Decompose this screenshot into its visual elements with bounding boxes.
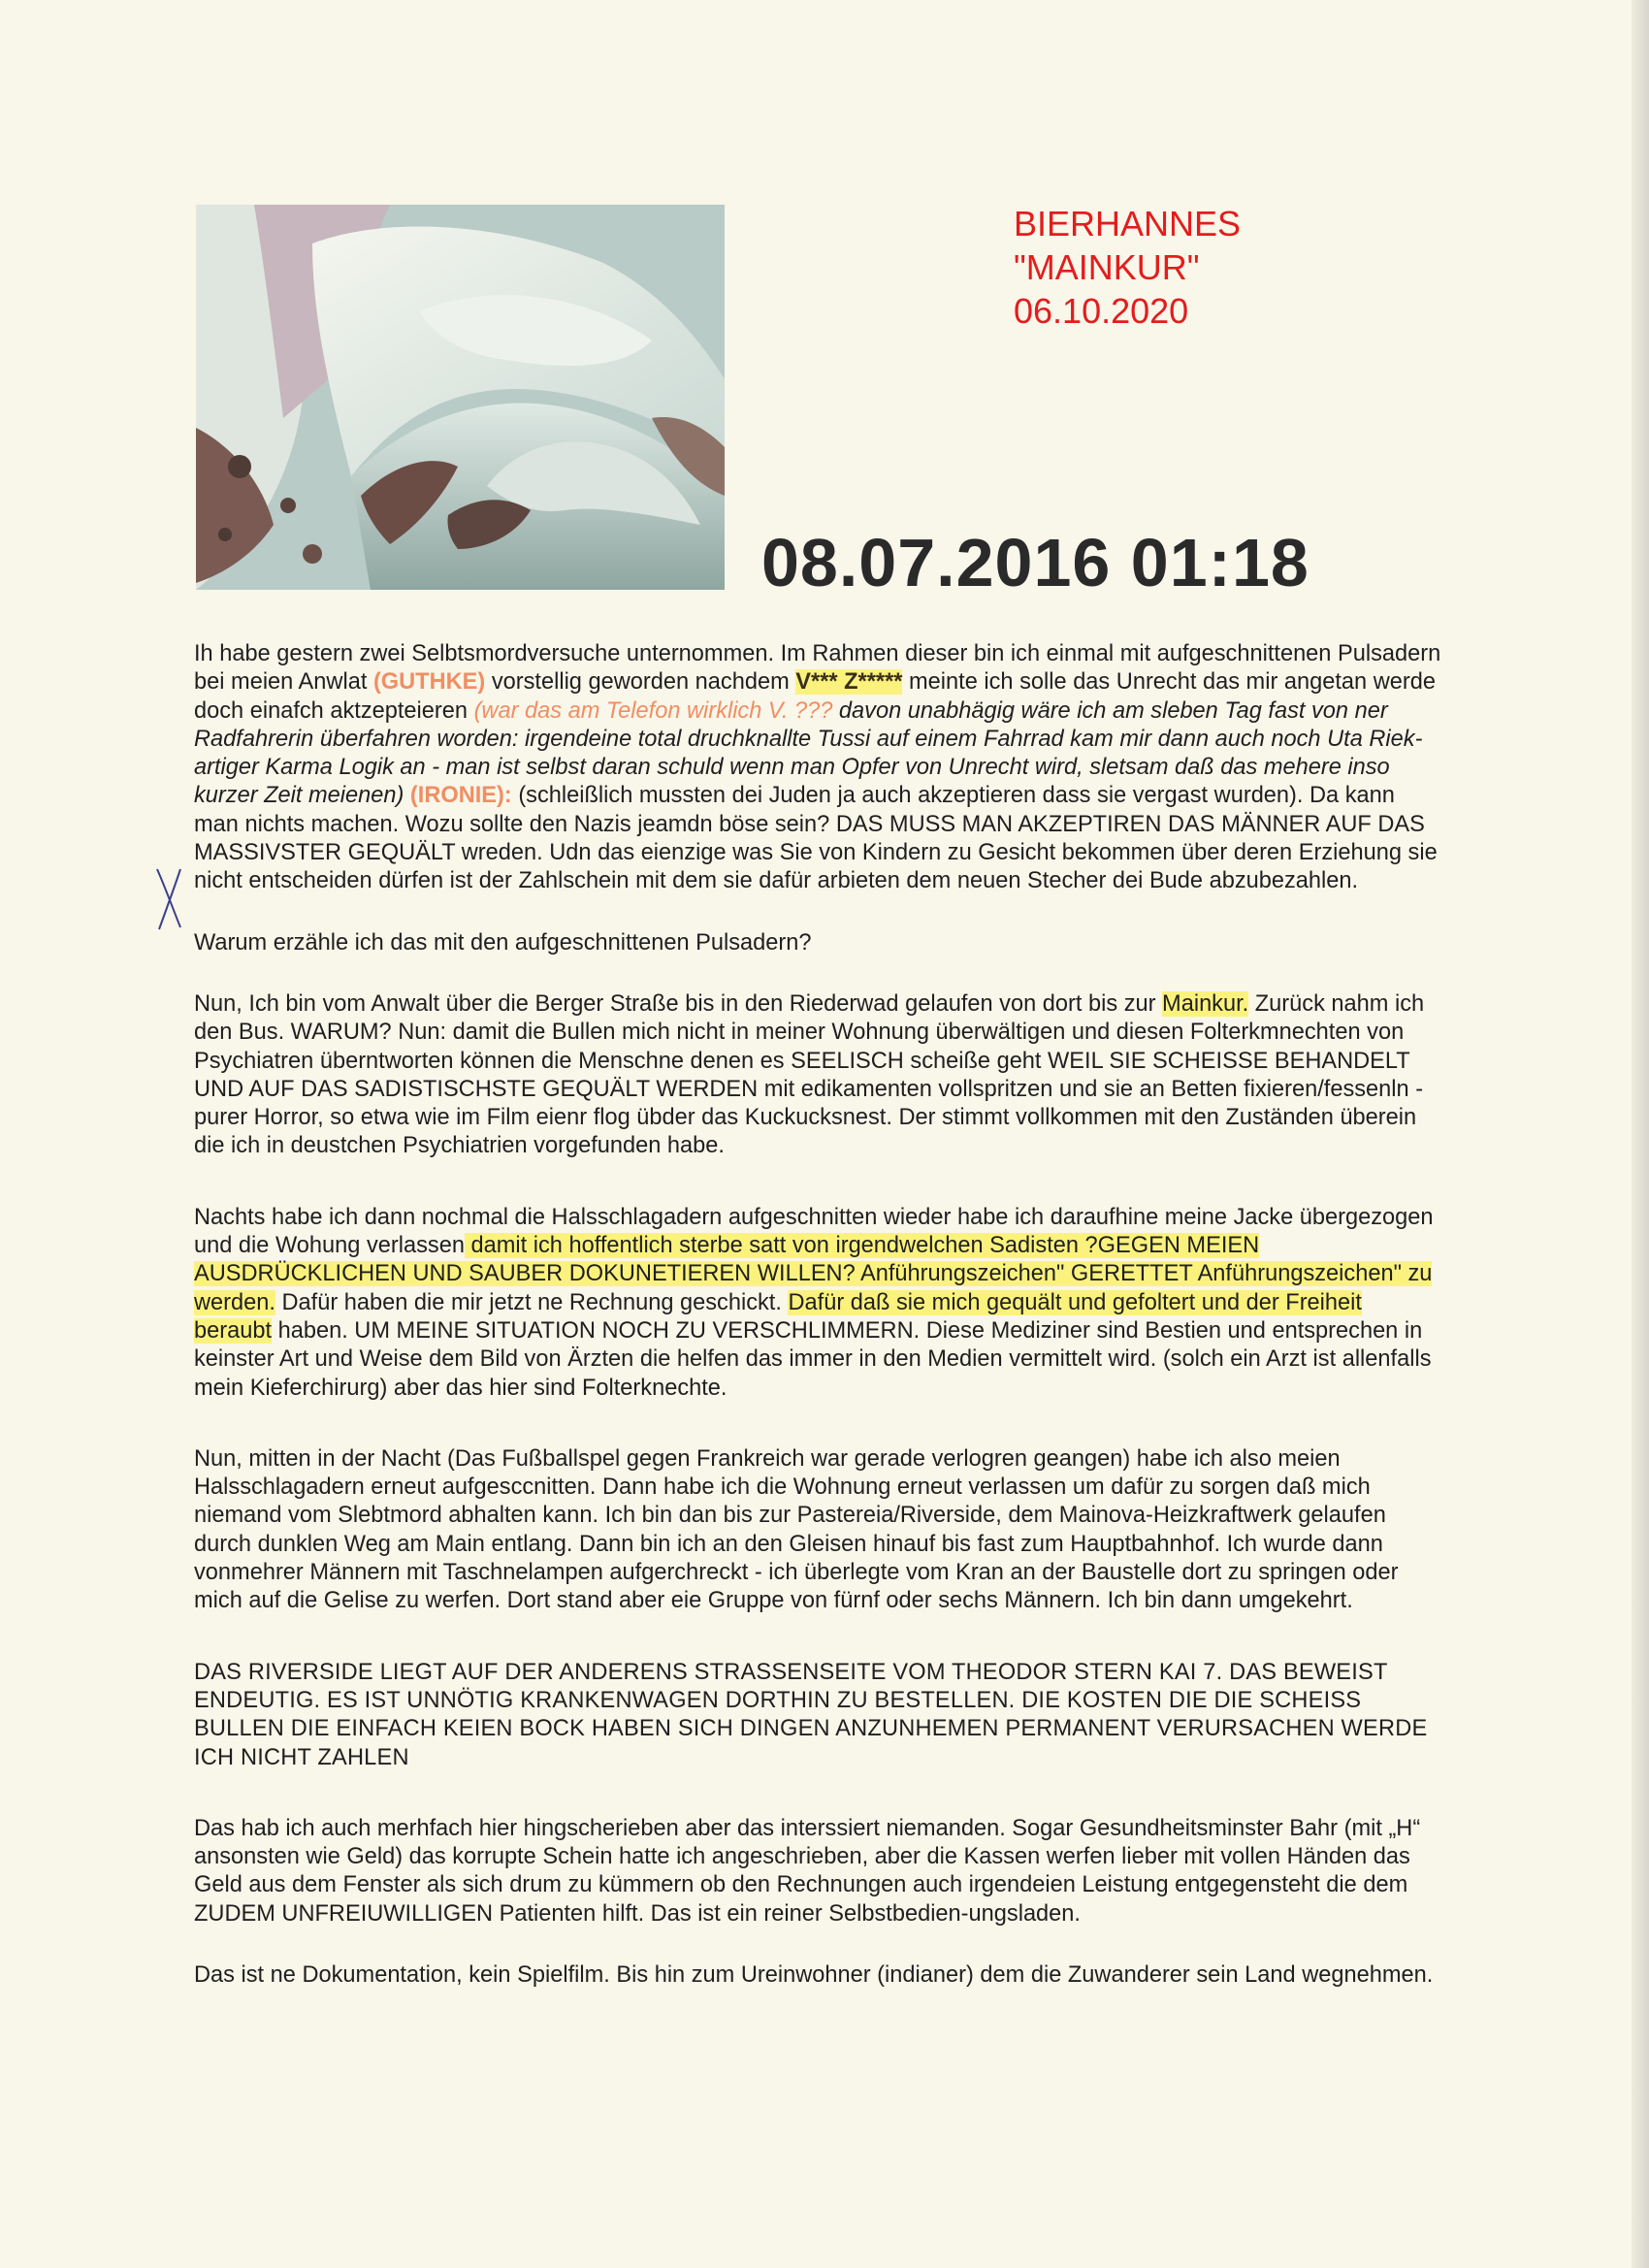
paragraph-7: Das hab ich auch merhfach hier hingscherieben aber das interssiert niemanden. Sogar Gesundheitsminster Bahr (mit „H“ ansonsten wie Geld) das korrupte Schein hatte ich angeschrieben, aber die Kassen werfen lieber mit vollen Händen das Geld aus dem Fenster als sich drum zu kümmern ob den Rechnungen auch irgendeien Leistung entgegensteht die dem ZUDEM UNFREIUWILLIGEN Patienten hilft. Das ist ein reiner Selbstbedien-ungsladen. [194,1815,1421,1927]
page-edge [1632,0,1649,2268]
name-guthke: (GUTHKE) [372,669,486,696]
p1-text-2: vorstellig geworden nachdem [485,669,796,696]
handwritten-x-mark [151,865,190,933]
p1-text-4: (schleißlich mussten dei Juden ja auch akzeptieren dass sie vergast wurden). Da kann man nichts machen. Wozu sollte den Nazis jeamdn böse sein? DAS MUSS MAN AKZEPTIREN DAS MÄNNER AUF DAS MASSIVSTER GEQUÄLT wreden. Udn das eienzige was Sie von Kindern zu Gesicht bekommen über deren Erziehung sie nicht entscheiden dürfen ist der Zahlschein mit dem sie dafür arbieten dem neuen Stecher dei Bude abzubezahlen. [194,783,1438,894]
paragraph-1 [194,640,1445,896]
document-body [194,640,1445,1990]
header-title: BIERHANNES [1014,204,1242,243]
p4-highlight-1: damit ich hoffentlich sterbe satt von irgendwelchen Sadisten ?GEGEN MEIEN AUSDRÜCKLICHEN UND SAUBER DOKUNETIEREN WILLEN? Anführungszeichen" GERETTET Anführungszeichen" zu werden. [194,1233,1433,1315]
paragraph-6: DAS RIVERSIDE LIEGT AUF DER ANDERENS STRASSENSEITE VOM THEODOR STERN KAI 7. DAS BEWEIST ENDEUTIG. ES IST UNNÖTIG KRANKENWAGEN DORTHIN ZU BESTELLEN. DIE KOSTEN DIE DIE SCHEISS BULLEN DIE EINFACH KEIEN BOCK HABEN SICH DINGEN ANZUNHEMEN PERMANENT VERURSACHEN WERDE ICH NICHT ZAHLEN [194,1659,1428,1770]
p1-italic-text: davon unabhägig wäre ich am sleben Tag fast von ner Radfahrerin überfahren worden: irgendeine total druchknallte Tussi auf einem Fahrrad kam mir dann auch noch Uta Riek-artiger Karma Logik an - man ist selbst daran schuld wenn man Opfer von Unrecht wird, sletsam daß das mehere inso kurzer Zeit meienen) [194,697,1423,809]
p4-text-2: Dafür haben die mir jetzt ne Rechnung geschickt. [275,1289,789,1315]
telefon-note: (war das am Telefon wirklich V. ??? [473,697,833,724]
ironie-label: (IRONIE): [404,783,512,809]
p4-text-1: Nachts habe ich dann nochmal die Halsschlagadern aufgeschnitten wieder habe ich daraufhine meine Jacke übergezogen und die Wohung verlassen [194,1204,1434,1259]
p4-text-3: haben. UM MEINE SITUATION NOCH ZU VERSCHLIMMERN. Diese Mediziner sind Bestien und entsprechen in keinster Art und Weise dem Bild von Ärzten die helfen das immer in den Medien vermittelt wird. (solch ein Arzt ist allenfalls mein Kieferchirurg) aber das hier sind Folterknechte. [194,1317,1432,1401]
header-location: "MAINKUR" [1014,247,1200,287]
mainkur-highlight: Mainkur. [1162,990,1249,1017]
header-block [1014,202,1421,333]
p4-highlight-2: Dafür daß sie mich gequält und gefoltert und der Freiheit beraubt [194,1289,1362,1344]
timestamp: 08.07.2016 01:18 [761,525,1310,600]
photo-fabric-image [196,205,725,590]
paragraph-4 [194,1204,1445,1403]
p3-text-1: Nun, Ich bin vom Anwalt über die Berger Straße bis in den Riederwad gelaufen von dort bis zur [194,990,1163,1017]
paragraph-5: Nun, mitten in der Nacht (Das Fußballspel gegen Frankreich war gerade verlogren geangen) habe ich also meien Halsschlagadern erneut aufgescсnitten. Dann habe ich die Wohnung erneut verlassen um dafür zu sorgen daß mich niemand vom Slebtmord abhalten kann. Ich bin dan bis zur Pastereia/Riverside, dem Mainova-Heizkraftwerk gelaufen durch dunklen Weg am Main entlang. Dann bin ich an den Gleisen hinauf bis fast zum Hauptbahnhof. Ich wurde dann vonmehrer Männern mit Taschnelampen aufgerchreckt - ich überlegte vom Kran an der Baustelle dort zu springen oder mich auf die Gelise zu werfen. Dort stand aber eie Gruppe von fürnf oder sechs Männern. Ich bin dann umgekehrt. [194,1445,1399,1614]
paragraph-8: Das ist ne Dokumentation, kein Spielfilm. Bis hin zum Ureinwohner (indianer) dem die Zuwanderer sein Land wegnehmen. [194,1961,1434,1988]
paragraph-3 [194,990,1445,1161]
header-date: 06.10.2020 [1014,291,1189,331]
paragraph-2: Warum erzähle ich das mit den aufgeschnittenen Pulsadern? [194,929,812,956]
fabric-photo-graphic [196,205,725,590]
name-redacted-highlight: V*** Z***** [795,669,903,696]
p1-text-3: meinte ich solle das Unrecht das mir angetan werde doch einafch aktzepteieren [194,669,1436,724]
p3-text-2: Zurück nahm ich den Bus. WARUM? Nun: damit die Bullen mich nicht in meiner Wohnung überwältigen und diesen Folterkmnechten von Psychiatren überntworten können die Menschne denen es SEELISCH scheiße geht WEIL SIE SCHEISSE BEHANDELT UND AUF DAS SADISTISCHSTE GEQUÄLT WERDEN mit edikamenten vollspritzen und sie an Betten fixieren/fessenln - purer Horror, so etwa wie im Film eienr flog übder das Kuckucksnest. Der stimmt vollkommen mit den Zuständen überein die ich in deustchen Psychiatrien vorgefunden habe. [194,990,1425,1159]
p1-text-1: Ih habe gestern zwei Selbtsmordversuche unternommen. Im Rahmen dieser bin ich einmal mit aufgeschnittenen Pulsadern bei meien Anwlat [194,641,1441,696]
